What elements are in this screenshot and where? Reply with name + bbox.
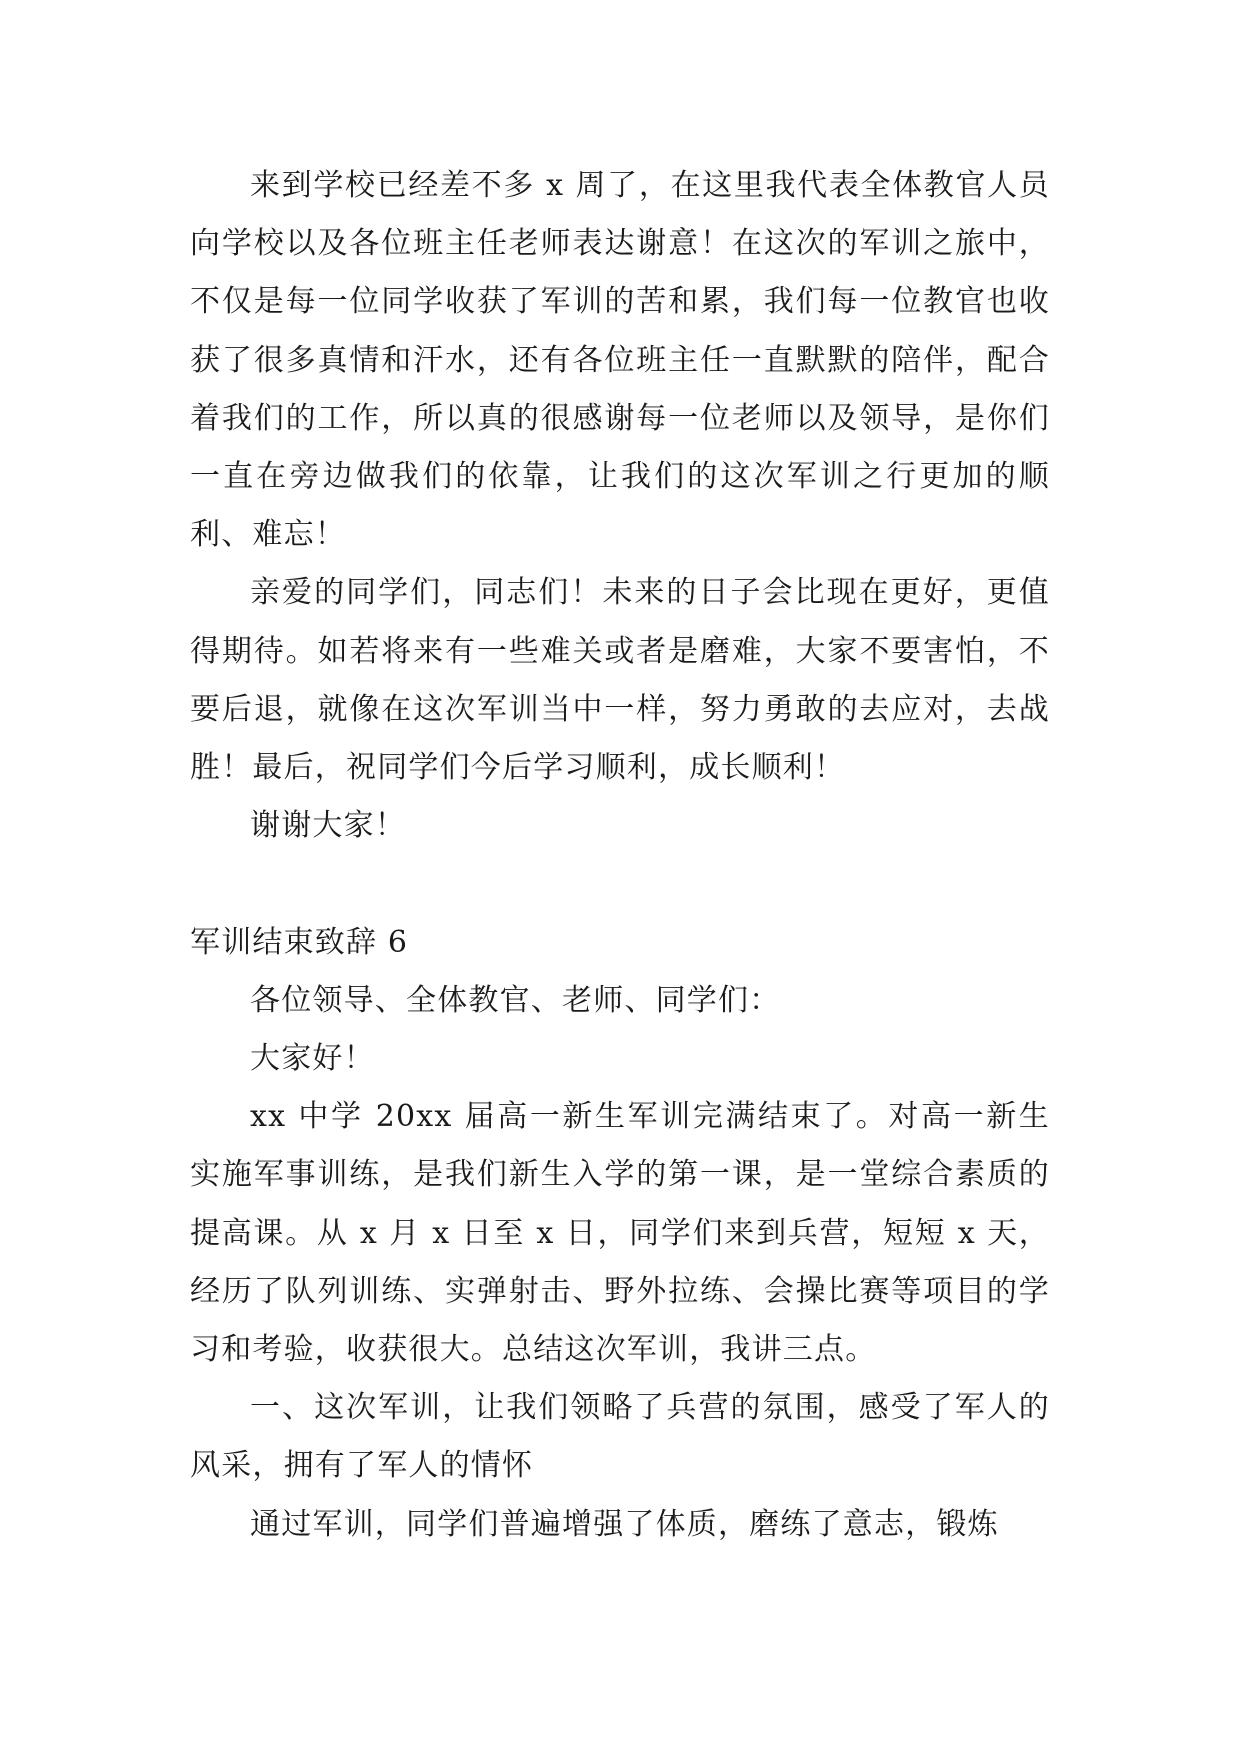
paragraph-thanks-instructors: 来到学校已经差不多 x 周了，在这里我代表全体教官人员向学校以及各位班主任老师表达谢意！在这次的军训之旅中，不仅是每一位同学收获了军训的苦和累，我们每一位教官也收获了很多真情和汗水，还有各位班主任一直默默的陪伴，配合着我们的工作，所以真的很感谢每一位老师以及领导，是你们一直在旁边做我们的依靠，让我们的这次军训之行更加的顺利、难忘！ xyxy=(190,168,1050,553)
paragraph-training-summary: xx 中学 20xx 届高一新生军训完满结束了。对高一新生实施军事训练，是我们新生入学的第一课，是一堂综合素质的提高课。从 x 月 x 日至 x 日，同学们来到兵营，短短 x 天，经历了队列训练、实弹射击、野外拉练、会操比赛等项目的学习和考验，收获很大。总结这次军训，我讲三点。 xyxy=(190,1099,1050,1368)
paragraph-salutation: 各位领导、全体教官、老师、同学们： xyxy=(250,982,781,1018)
paragraph-future-wishes: 亲爱的同学们，同志们！未来的日子会比现在更好，更值得期待。如若将来有一些难关或者是磨难，大家不要害怕，不要后退，就像在这次军训当中一样，努力勇敢的去应对，去战胜！最后，祝同学们今后学习顺利，成长顺利！ xyxy=(190,575,1050,786)
section-title: 军训结束致辞 6 xyxy=(190,924,409,960)
blank-line xyxy=(190,855,1050,913)
paragraph-point-one-detail: 通过军训，同学们普遍增强了体质，磨练了意志，锻炼 xyxy=(250,1506,999,1542)
paragraph-greeting: 大家好！ xyxy=(250,1041,375,1077)
paragraph-thank-you: 谢谢大家！ xyxy=(250,808,406,844)
document-body xyxy=(190,157,1050,1554)
paragraph-point-one: 一、这次军训，让我们领略了兵营的氛围，感受了军人的风采，拥有了军人的情怀 xyxy=(190,1390,1050,1484)
